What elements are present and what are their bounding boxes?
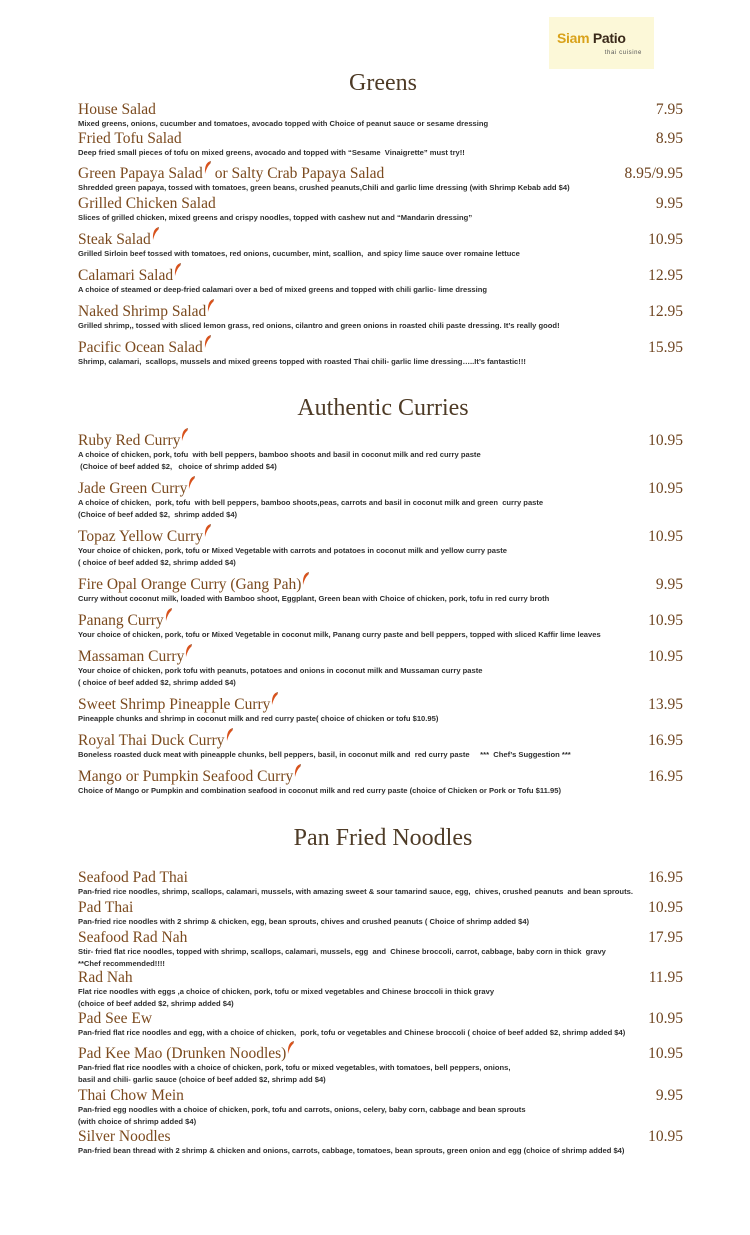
- section-heading: Authentic Curries: [297, 395, 469, 421]
- menu-item-price: 16.95: [648, 768, 683, 785]
- menu-item-title: [78, 612, 172, 630]
- menu-item-name: Thai Chow Mein: [78, 1087, 184, 1104]
- menu-item-name: Naked Shrimp Salad: [78, 303, 207, 320]
- menu-item-price: 10.95: [648, 528, 683, 545]
- menu-item-description: Shrimp, calamari, scallops, mussels and mixed greens topped with roasted Thai chili- garlic lime dressing…..It’s fantastic!!!: [78, 357, 526, 366]
- menu-item-price: 9.95: [655, 1087, 683, 1104]
- menu-item-title: [78, 303, 214, 321]
- menu-item-name: Grilled Chicken Salad: [78, 195, 216, 212]
- menu-item-name: Silver Noodles: [78, 1128, 171, 1145]
- menu-item-price: 8.95: [655, 130, 683, 147]
- menu-item-price: 12.95: [648, 303, 683, 320]
- menu-item-description: A choice of chicken, pork, tofu with bell peppers, bamboo shoots,peas, carrots and basil in coconut milk and green curry paste (Choice of beef added $2, shrimp added $4): [78, 498, 544, 519]
- chili-icon: [270, 692, 278, 706]
- menu-item-price: 10.95: [648, 1045, 683, 1062]
- menu-item-price: 9.95: [655, 195, 683, 212]
- section-heading: Pan Fried Noodles: [293, 825, 473, 851]
- menu-item-description: Deep fried small pieces of tofu on mixed greens, avocado and topped with “Sesame Vinaigrette” must try!!: [78, 148, 465, 157]
- menu-item-description: Pineapple chunks and shrimp in coconut milk and red curry paste( choice of chicken or tofu $10.95): [78, 714, 439, 723]
- menu-item-title: [78, 1087, 184, 1105]
- menu-item-title: [78, 1128, 171, 1146]
- menu-item-price: 15.95: [648, 339, 683, 356]
- menu-item-title: [78, 648, 192, 666]
- menu-item-name: Steak Salad: [78, 231, 151, 248]
- menu-item-description: Curry without coconut milk, loaded with Bamboo shoot, Eggplant, Green bean with Choice of chicken, pork, tofu in red curry broth: [78, 594, 550, 603]
- menu-item-title: [78, 696, 278, 714]
- menu-item-name: Royal Thai Duck Curry: [78, 732, 225, 749]
- chili-icon: [184, 644, 192, 658]
- menu-item-price: 16.95: [648, 732, 683, 749]
- menu-item-title: [78, 267, 181, 285]
- chili-icon: [151, 227, 159, 241]
- menu-item-title: [78, 869, 188, 887]
- menu-item-name-suffix: or Salty Crab Papaya Salad: [210, 165, 385, 182]
- menu-item-price: 11.95: [648, 969, 683, 986]
- chili-icon: [225, 728, 233, 742]
- menu-item-description: Mixed greens, onions, cucumber and tomatoes, avocado topped with Choice of peanut sauce or sesame dressing: [78, 119, 489, 128]
- menu-item-price: 12.95: [648, 267, 683, 284]
- menu-item-title: [78, 432, 188, 450]
- menu-item-name: Sweet Shrimp Pineapple Curry: [78, 696, 271, 713]
- chili-icon: [293, 764, 301, 778]
- menu-item-description: Pan-fried bean thread with 2 shrimp & chicken and onions, carrots, cabbage, tomatoes, bean sprouts, green onion and egg (choice of shrimp added $4): [78, 1146, 625, 1155]
- menu-item-price: 16.95: [648, 869, 683, 886]
- menu-item-price: 10.95: [648, 432, 683, 449]
- menu-item-name: Seafood Pad Thai: [78, 869, 188, 886]
- siam-patio-logo: [549, 17, 654, 69]
- menu-item-description: Pan-fried egg noodles with a choice of chicken, pork, tofu and carrots, onions, celery, baby corn, cabbage and bean sprouts (with choice of shrimp added $4): [78, 1105, 526, 1126]
- menu-item-price: 10.95: [648, 612, 683, 629]
- logo-brand-b: Patio: [592, 30, 626, 46]
- menu-item-name: Fire Opal Orange Curry (Gang Pah): [78, 576, 302, 593]
- menu-item-price: 7.95: [655, 101, 683, 118]
- menu-item-description: Pan-fried rice noodles, shrimp, scallops, calamari, mussels, with amazing sweet & sour tamarind sauce, egg, chives, crushed peanuts and bean sprouts.: [78, 887, 633, 896]
- menu-item-name: Rad Nah: [78, 969, 133, 986]
- menu-item-title: [78, 480, 195, 498]
- menu-item-title: [78, 1010, 152, 1028]
- menu-item-description: Shredded green papaya, tossed with tomatoes, green beans, crushed peanuts,Chili and garlic lime dressing (with Shrimp Kebab add $4): [78, 183, 570, 192]
- chili-icon: [203, 161, 211, 175]
- menu-item-description: A choice of chicken, pork, tofu with bell peppers, bamboo shoots and basil in coconut milk and red curry paste (Choice of beef added $2, choice of shrimp added $4): [78, 450, 481, 471]
- menu-item-description: Grilled Sirloin beef tossed with tomatoes, red onions, cucumber, mint, scallion, and spicy lime sauce over romaine lettuce: [78, 249, 520, 258]
- menu-item-description: Pan-fried rice noodles with 2 shrimp & chicken, egg, bean sprouts, chives and crushed peanuts ( Choice of shrimp added $4): [78, 917, 530, 926]
- logo-brand-a: Siam: [557, 30, 590, 46]
- menu-item-title: [78, 768, 301, 786]
- menu-item-description: A choice of steamed or deep-fried calamari over a bed of mixed greens and topped with chili garlic- lime dressing: [78, 285, 488, 294]
- menu-item-title: [78, 969, 133, 987]
- menu-item-title: [78, 1045, 294, 1063]
- menu-item-title: [78, 339, 211, 357]
- menu-item-name: Massaman Curry: [78, 648, 185, 665]
- menu-item-name: Calamari Salad: [78, 267, 174, 284]
- menu-item-price: 10.95: [648, 648, 683, 665]
- menu-item-description: Your choice of chicken, pork tofu with peanuts, potatoes and onions in coconut milk and Mussaman curry paste ( choice of beef added $2, shrimp added $4): [78, 666, 483, 687]
- chili-icon: [203, 524, 211, 538]
- section-heading: Greens: [349, 70, 417, 96]
- menu-item-title: [78, 528, 211, 546]
- menu-item-description: Slices of grilled chicken, mixed greens and crispy noodles, topped with cashew nut and “Mandarin dressing”: [78, 213, 473, 222]
- menu-item-name: Ruby Red Curry: [78, 432, 181, 449]
- menu-item-price: 10.95: [648, 231, 683, 248]
- menu-item-title: [78, 130, 182, 148]
- menu-item-name: Seafood Rad Nah: [78, 929, 188, 946]
- menu-item-name: Pad See Ew: [78, 1010, 153, 1027]
- logo-subtitle: thai cuisine: [604, 50, 642, 56]
- chili-icon: [173, 263, 181, 277]
- menu-item-name: Pad Thai: [78, 899, 134, 916]
- menu-item-title: [78, 899, 133, 917]
- menu-item-name: Panang Curry: [78, 612, 164, 629]
- menu-item-price: 10.95: [648, 480, 683, 497]
- menu-item-title: [78, 732, 233, 750]
- chili-icon: [164, 608, 172, 622]
- menu-item-description: Grilled shrimp,, tossed with sliced lemon grass, red onions, cilantro and green onions in roasted chili paste dressing. It’s really good!: [78, 321, 560, 330]
- menu-item-price: 9.95: [655, 576, 683, 593]
- menu-item-title: [78, 165, 384, 183]
- menu-item-price: 10.95: [648, 1128, 683, 1145]
- menu-item-name: Fried Tofu Salad: [78, 130, 182, 147]
- menu-item-description: Your choice of chicken, pork, tofu or Mixed Vegetable in coconut milk, Panang curry paste and bell peppers, topped with sliced Kaffir lime leaves: [78, 630, 601, 639]
- menu-item-description: Pan-fried flat rice noodles with a choice of chicken, pork, tofu or mixed vegetables, with tomatoes, bell peppers, onions, basil and chili- garlic sauce (choice of beef added $2, shrimp add $4): [78, 1063, 511, 1084]
- menu-item-title: [78, 231, 159, 249]
- menu-item-description: Your choice of chicken, pork, tofu or Mixed Vegetable with carrots and potatoes in coconut milk and yellow curry paste ( choice of beef added $2, shrimp added $4): [78, 546, 507, 567]
- menu-item-description: Choice of Mango or Pumpkin and combination seafood in coconut milk and red curry paste (choice of Chicken or Pork or Tofu $11.95): [78, 786, 561, 795]
- menu-item-price: 8.95/9.95: [624, 165, 683, 182]
- menu-item-price: 17.95: [648, 929, 683, 946]
- chili-icon: [286, 1041, 294, 1055]
- menu-item-price: 13.95: [648, 696, 683, 713]
- menu-item-name: House Salad: [78, 101, 156, 118]
- menu-item-title: [78, 195, 216, 213]
- menu-item-price: 10.95: [648, 899, 683, 916]
- menu-item-name: Green Papaya Salad: [78, 165, 203, 182]
- menu-item-price: 10.95: [648, 1010, 683, 1027]
- chili-icon: [206, 299, 214, 313]
- menu-item-description: Flat rice noodles with eggs ,a choice of chicken, pork, tofu or mixed vegetables and Chinese broccoli in thick gravy (choice of beef added $2, shrimp added $4): [78, 987, 495, 1008]
- chili-icon: [187, 476, 195, 490]
- menu-item-title: [78, 929, 187, 947]
- chili-icon: [203, 335, 211, 349]
- menu-item-title: [78, 101, 156, 119]
- menu-item-name: Mango or Pumpkin Seafood Curry: [78, 768, 294, 785]
- menu-item-name: Topaz Yellow Curry: [78, 528, 204, 545]
- chili-icon: [180, 428, 188, 442]
- chili-icon: [301, 572, 309, 586]
- menu-item-name: Pad Kee Mao (Drunken Noodles): [78, 1045, 287, 1062]
- menu-item-description: Boneless roasted duck meat with pineapple chunks, bell peppers, basil, in coconut milk and red curry paste *** Chef’s Suggestion ***: [78, 750, 571, 759]
- menu-item-description: Stir- fried flat rice noodles, topped with shrimp, scallops, calamari, mussels, egg and Chinese broccoli, carrot, cabbage, baby corn in thick gravy **Chef recommended!!!!: [78, 947, 606, 968]
- menu-item-name: Jade Green Curry: [78, 480, 188, 497]
- menu-item-name: Pacific Ocean Salad: [78, 339, 203, 356]
- menu-item-title: [78, 576, 309, 594]
- menu-item-description: Pan-fried flat rice noodles and egg, with a choice of chicken, pork, tofu or vegetables and Chinese broccoli ( choice of beef added $2, shrimp added $4): [78, 1028, 626, 1037]
